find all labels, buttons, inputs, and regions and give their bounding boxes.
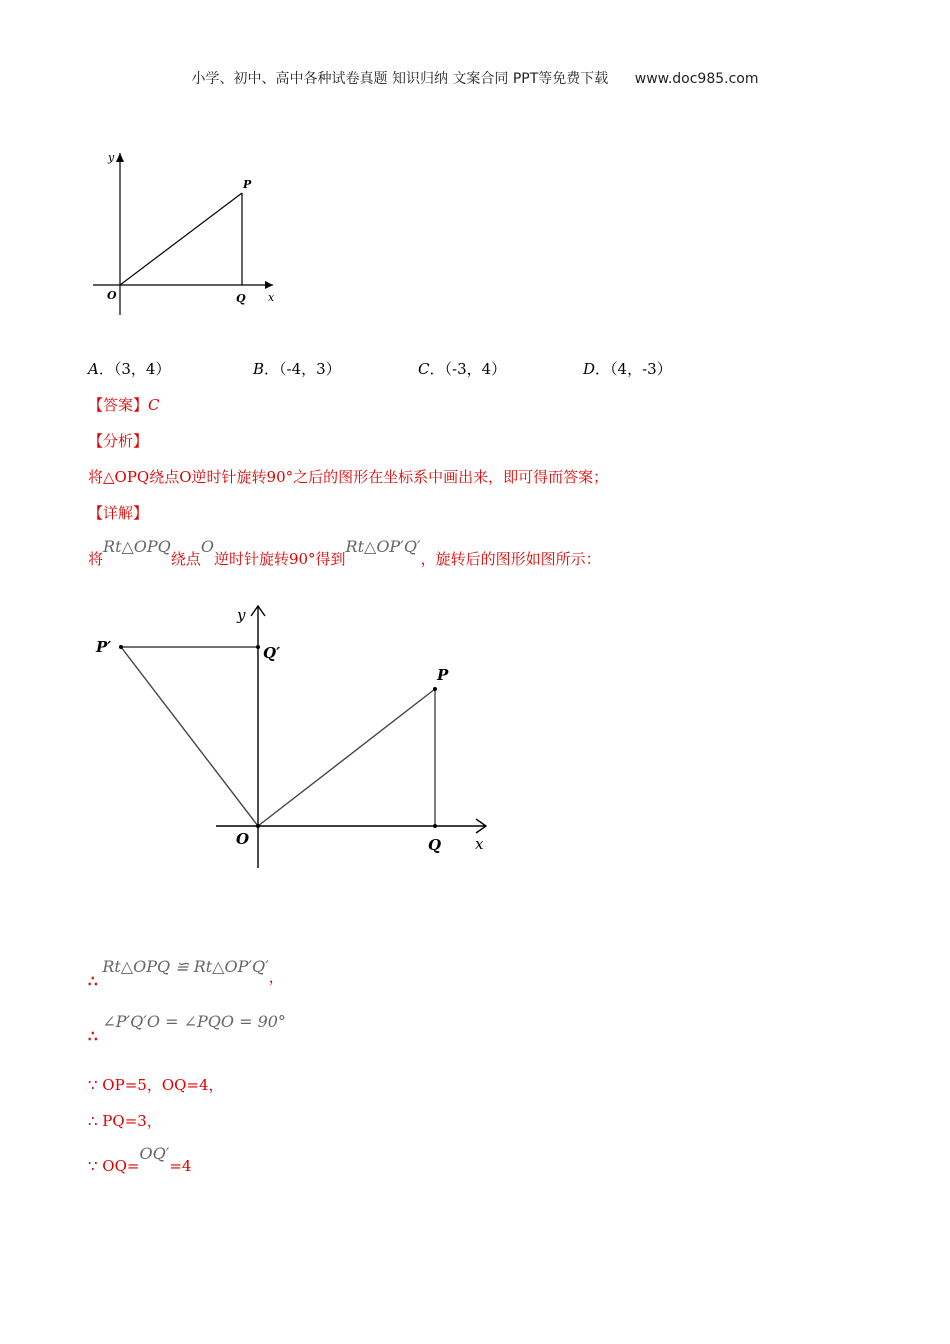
step-1: ∴ Rt△OPQ ≌ Rt△OP′Q′， — [88, 957, 284, 990]
option-a: A．（3，4） — [88, 360, 171, 378]
fig2-label-p: P — [437, 666, 449, 684]
option-d: D．（4，-3） — [583, 360, 672, 378]
fig2-label-q-prime: Q′ — [263, 644, 281, 662]
fig2-label-y: y — [237, 606, 246, 624]
step-4: ∴ PQ=3， — [88, 1112, 162, 1130]
header-site: www.doc985.com — [634, 71, 759, 87]
step-3: ∵ OP=5，OQ=4， — [88, 1076, 224, 1094]
page-header — [0, 68, 950, 88]
option-b: B．（-4，3） — [253, 360, 341, 378]
option-c: C．（-3，4） — [418, 360, 507, 378]
step-5: ∵ OQ=OQ′=4 — [88, 1144, 192, 1175]
figure-original-triangle — [88, 145, 288, 320]
math-o: O — [200, 537, 214, 556]
step-2: ∴ ∠P′Q′O = ∠PQO = 90° — [88, 1012, 286, 1045]
detail-text: 将Rt△OPQ绕点O逆时针旋转90°得到Rt△OP′Q′，旋转后的图形如图所示： — [88, 537, 601, 568]
detail-label: 【详解】 — [88, 504, 149, 522]
math-rt-opq-prime: Rt△OP′Q′ — [345, 537, 421, 556]
analysis-label: 【分析】 — [88, 432, 149, 450]
math-oq-prime: OQ′ — [139, 1144, 170, 1163]
fig2-label-o: O — [236, 830, 250, 848]
math-angles: ∠P′Q′O = ∠PQO = 90° — [102, 1012, 286, 1031]
answer-value: C — [148, 396, 160, 414]
figure-rotated-triangle — [90, 600, 510, 880]
answer-label: 【答案】 — [88, 396, 149, 414]
fig1-label-q: Q — [236, 292, 246, 305]
header-text: 小学、初中、高中各种试卷真题 知识归纳 文案合同 PPT等免费下载 — [191, 71, 609, 87]
analysis-text: 将△OPQ绕点O逆时针旋转90°之后的图形在坐标系中画出来，即可得而答案； — [88, 468, 609, 486]
answer-line — [88, 394, 160, 415]
fig1-label-p: P — [243, 178, 252, 191]
fig2-label-p-prime: P′ — [96, 638, 112, 656]
fig1-label-y: y — [108, 151, 115, 164]
math-rt-opq: Rt△OPQ — [103, 537, 171, 556]
fig2-label-q: Q — [428, 836, 442, 854]
fig1-label-o: O — [107, 289, 117, 302]
math-congruent: Rt△OPQ ≌ Rt△OP′Q′ — [102, 957, 269, 976]
fig1-label-x: x — [268, 291, 275, 304]
fig2-label-x: x — [475, 835, 484, 853]
